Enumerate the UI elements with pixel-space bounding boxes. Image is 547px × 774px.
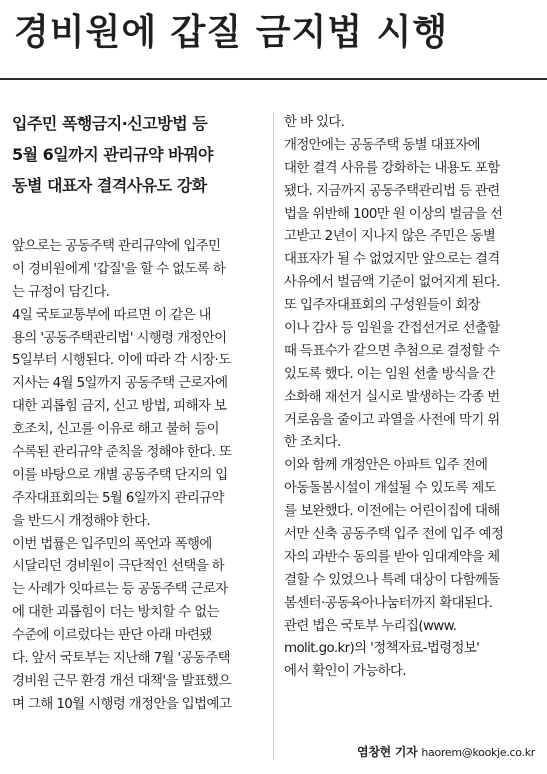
body-line: 는 사례가 잇따르는 등 공동주택 근로자	[12, 582, 228, 598]
subhead-line: 입주민 폭행금지·신고방법 등	[12, 114, 208, 133]
article-body-left-column	[12, 236, 264, 717]
body-line: 다. 앞서 국토부는 지난해 7월 '공동주택	[12, 651, 230, 667]
article-headline: 경비원에 갑질 금지법 시행	[14, 12, 449, 53]
body-line: 자의 과반수 동의를 받아 임대계약을 체	[284, 549, 500, 565]
body-line: 5일부터 시행된다. 이에 따라 각 시장·도	[12, 353, 231, 369]
body-line: 시달리던 경비원이 극단적인 선택을 하	[12, 559, 224, 575]
body-line: 수준에 이르렀다는 판단 아래 마련됐	[12, 628, 212, 644]
body-line: 수록된 관리규약 준칙을 정해야 한다. 또	[12, 445, 232, 461]
body-line: 됐다. 지금까지 공동주택관리법 등 관련	[284, 183, 500, 199]
body-line: 용의 '공동주택관리법' 시행령 개정안이	[12, 330, 227, 346]
subhead-line: 5월 6일까지 관리규약 바꿔야	[12, 145, 213, 164]
body-line: 에서 확인이 가능하다.	[284, 664, 406, 680]
body-line: 는 규정이 담긴다.	[12, 284, 110, 300]
body-line: 아동돌봄시설이 개설될 수 있도록 제도	[284, 481, 496, 497]
body-line: 지사는 4월 5일까지 공동주택 근로자에	[12, 376, 228, 392]
body-line: 를 보완했다. 이전에는 어린이집에 대해	[284, 504, 500, 520]
article-subheads	[12, 108, 252, 201]
body-line: 고받고 2년이 지나지 않은 주민은 동별	[284, 229, 496, 245]
body-line: 이 경비원에게 '갑질'을 할 수 없도록 하	[12, 261, 226, 277]
body-line: 대표자가 될 수 없었지만 앞으로는 결격	[284, 252, 500, 268]
body-line: 또 입주자대표회의 구성원들이 회장	[284, 298, 480, 314]
body-line: 4일 국토교통부에 따르면 이 같은 내	[12, 307, 211, 323]
body-line: 한 바 있다.	[284, 115, 345, 130]
body-line: 이나 감사 등 임원을 간접선거로 선출할	[284, 321, 500, 337]
body-line: 을 반드시 개정해야 한다.	[12, 513, 150, 529]
body-line: 소화해 재선거 실시로 발생하는 각종 번	[284, 389, 500, 405]
body-line: 대한 괴롭힘 금지, 신고 방법, 피해자 보	[12, 399, 227, 415]
article-body-right-column	[284, 112, 538, 684]
reporter-name: 염창현 기자	[357, 745, 418, 759]
body-line: 호조치, 신고를 이유로 해고 불허 등이	[12, 422, 219, 438]
body-line: 며 그해 10월 시행령 개정안을 입법예고	[12, 696, 232, 712]
body-line: 경비원 근무 환경 개선 대책'을 발표했으	[12, 673, 231, 689]
reporter-email: haorem@kookje.co.kr	[421, 746, 535, 759]
body-line: 결할 수 있었으나 특례 대상이 다함께돌	[284, 572, 500, 588]
body-line: 이번 법률은 입주민의 폭언과 폭행에	[12, 536, 212, 552]
article-byline	[357, 743, 535, 760]
subhead-line: 동별 대표자 결격사유도 강화	[12, 176, 207, 195]
body-line: 서만 신축 공동주택 입주 전에 입주 예정	[284, 527, 504, 543]
body-line: 한 조치다.	[284, 435, 341, 451]
body-line: 때 득표수가 같으면 추첨으로 결정할 수	[284, 343, 500, 359]
headline-divider	[0, 78, 547, 80]
body-line: 앞으로는 공동주택 관리규약에 입주민	[12, 239, 221, 254]
body-line: 봄센터·공동육아나눔터까지 확대된다.	[284, 595, 493, 611]
body-line: 개정안에는 공동주택 동별 대표자에	[284, 137, 480, 153]
body-line: 거로움을 줄이고 과열을 사전에 막기 위	[284, 412, 500, 428]
body-line: 있도록 했다. 이는 임원 선출 방식을 간	[284, 366, 495, 382]
body-line: 관련 법은 국토부 누리집(www.	[284, 618, 457, 634]
column-divider	[273, 112, 274, 760]
body-line: 법을 위반해 100만 원 이상의 벌금을 선	[284, 206, 503, 222]
body-line: 대한 결격 사유를 강화하는 내용도 포함	[284, 160, 500, 176]
body-line: 사유에서 벌금액 기준이 없어지게 된다.	[284, 275, 500, 291]
body-line: molit.go.kr)의 '정책자료-법령정보'	[284, 641, 480, 657]
body-line: 주자대표회의는 5월 6일까지 관리규약	[12, 490, 224, 506]
body-line: 에 대한 괴롭힘이 더는 방치할 수 없는	[12, 605, 219, 621]
body-line: 이와 함께 개정안은 아파트 입주 전에	[284, 458, 488, 474]
body-line: 이를 바탕으로 개별 공동주택 단지의 입	[12, 467, 228, 483]
